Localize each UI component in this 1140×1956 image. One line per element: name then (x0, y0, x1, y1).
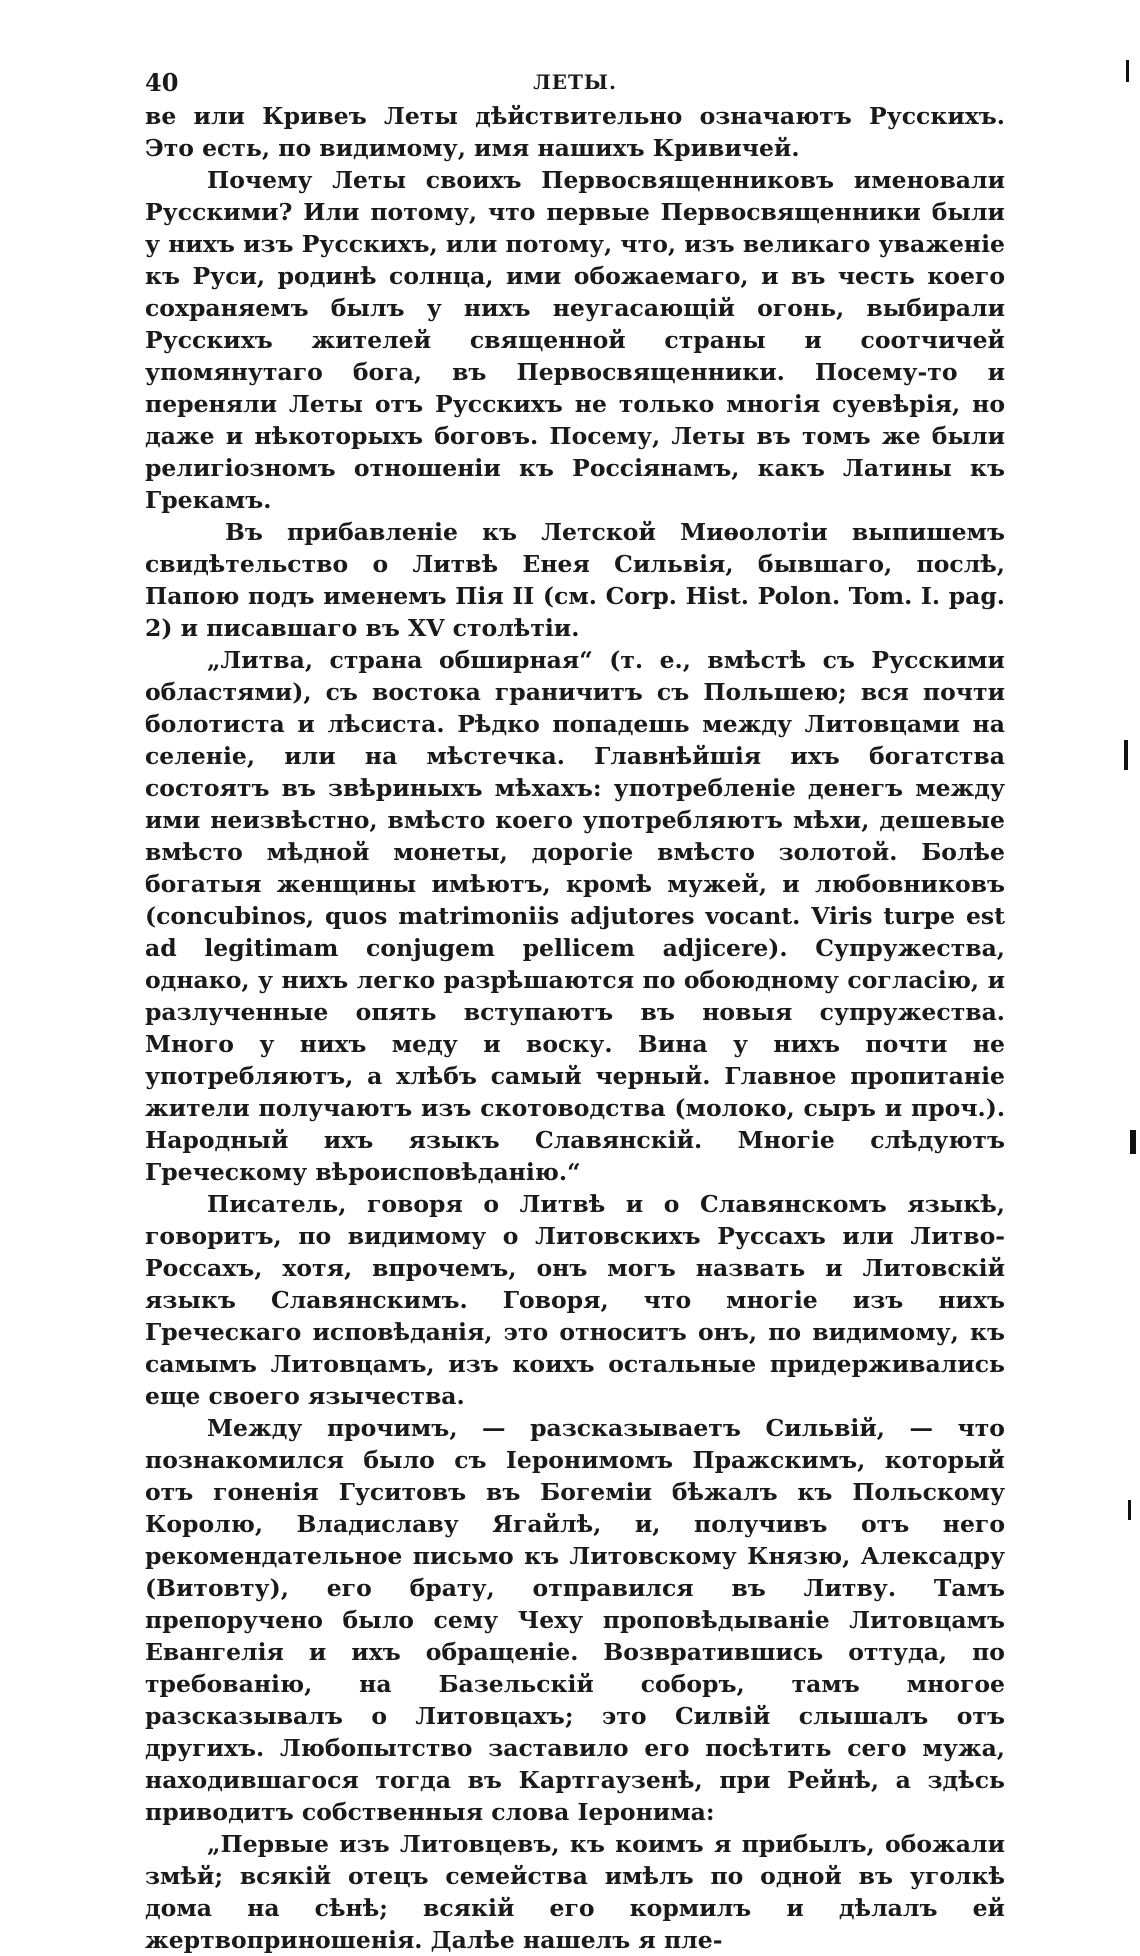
page-number: 40 (145, 68, 179, 97)
quotation-paragraph: „Первые изъ Литовцевъ, къ коимъ я прибылъ, обожали змѣй; всякій отецъ семейства имѣлъ по одной въ уголкѣ дома на сѣнѣ; всякій его кормилъ и дѣлалъ ей жертвоприношенія. Далѣе нашелъ я пле- (145, 1830, 1005, 1954)
body-text (145, 100, 1005, 1956)
page-header (145, 60, 1005, 100)
quotation-paragraph: „Литва, страна обширная“ (т. е., вмѣстѣ съ Русскими областями), съ востока граничитъ съ Польшею; вся почти болотиста и лѣсиста. Рѣдко попадешь между Литовцами на селеніе, или на мѣстечка. Главнѣйшія ихъ богатства состоятъ въ звѣриныхъ мѣхахъ: употребленіе денегъ между ими неизвѣстно, вмѣсто коего употребляютъ мѣхи, дешевые вмѣсто мѣдной монеты, дорогіе вмѣсто золотой. Болѣе богатыя женщины имѣютъ, кромѣ мужей, и любовниковъ (concubinos, quos matrimoniis adjutores vocant. Viris turpe est ad legitimam conjugem pellicem adjicere). Супружества, однако, у нихъ легко разрѣшаются по обоюдному согласію, и разлученные опять вступаютъ въ новыя супружества. Много у нихъ меду и воску. Вина у нихъ почти не употребляютъ, а хлѣбъ самый черный. Главное пропитаніе жители получаютъ изъ скотоводства (молоко, сыръ и проч.). Народный ихъ языкъ Славянскій. Многіе слѣдуютъ Греческому вѣроисповѣданію.“ (145, 646, 1005, 1186)
scan-edge-mark (1128, 1500, 1131, 1520)
paragraph: Писатель, говоря о Литвѣ и о Славянскомъ языкѣ, говоритъ, по видимому о Литовскихъ Руссахъ или Литво-Россахъ, хотя, впрочемъ, онъ могъ назвать и Литовскій языкъ Славянскимъ. Говоря, что многіе изъ нихъ Греческаго исповѣданія, это относитъ онъ, по видимому, къ самымъ Литовцамъ, изъ коихъ остальные придерживались еще своего язычества. (145, 1190, 1005, 1410)
running-head: ЛЕТЫ. (533, 70, 617, 94)
paragraph: Почему Леты своихъ Первосвященниковъ именовали Русскими? Или потому, что первые Первосвященники были у нихъ изъ Русскихъ, или потому, что, изъ великаго уваженіе къ Руси, родинѣ солнца, ими обожаемаго, и въ честь коего сохраняемъ былъ у нихъ неугасающій огонь, выбирали Русскихъ жителей священной страны и соотчичей упомянутаго бога, въ Первосвященники. Посему-то и переняли Леты отъ Русскихъ не только многія суевѣрія, но даже и нѣкоторыхъ боговъ. Посему, Леты въ томъ же были религіозномъ отношеніи къ Россіянамъ, какъ Латины къ Грекамъ. (145, 166, 1005, 514)
paragraph-continued: ве или Кривеъ Леты дѣйствительно означаютъ Русскихъ. Это есть, по видимому, имя нашихъ Кривичей. (145, 102, 1005, 162)
scan-edge-mark (1126, 60, 1129, 82)
scan-edge-mark (1130, 1130, 1136, 1154)
document-page (145, 60, 1005, 1956)
scan-edge-mark (1124, 740, 1128, 770)
paragraph: Въ прибавленіе къ Летской Миѳолотіи выпишемъ свидѣтельство о Литвѣ Енея Сильвія, бывшаго, послѣ, Папою подъ именемъ Пія II (см. Corp. Hist. Polon. Tom. I. pag. 2) и писавшаго въ XV столѣтіи. (145, 518, 1005, 642)
paragraph: Между прочимъ, — разсказываетъ Сильвій, — что познакомился было съ Іеронимомъ Пражскимъ, который отъ гоненія Гуситовъ въ Богеміи бѣжалъ къ Польскому Королю, Владиславу Ягайлѣ, и, получивъ отъ него рекомендательное письмо къ Литовскому Князю, Алексадру (Витовту), его брату, отправился въ Литву. Тамъ препоручено было сему Чеху проповѣдываніе Литовцамъ Евангелія и ихъ обращеніе. Возвратившись оттуда, по требованію, на Базельскій соборъ, тамъ многое разсказывалъ о Литовцахъ; это Силвій слышалъ отъ другихъ. Любопытство заставило его посѣтить сего мужа, находившагося тогда въ Картгаузенѣ, при Рейнѣ, а здѣсь приводитъ собственныя слова Іеронима: (145, 1414, 1005, 1826)
